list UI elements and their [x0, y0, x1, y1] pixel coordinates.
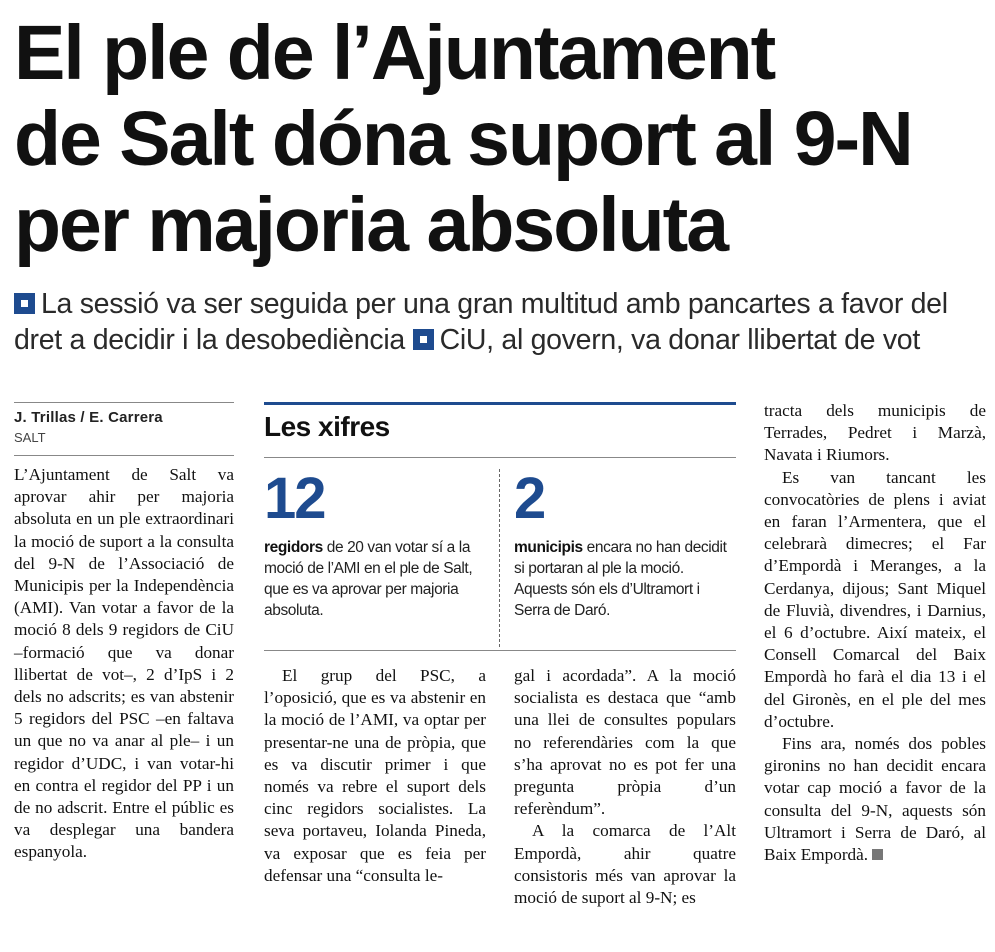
bullet-square-icon: [413, 329, 434, 350]
stat-number: 12: [264, 466, 325, 531]
stat-regidors: [264, 467, 486, 621]
subhead-part-1: La sessió va ser seguida per una gran multitud amb pancartes a favor del dret a decidir i la desobediència: [14, 288, 948, 356]
article-paragraph: El grup del PSC, a l’oposició, que es va abstenir en la moció de l’AMI, va optar per presentar-ne una de pròpia, que es va discutir primer i que només va rebre el suport dels cinc regidors socialistes. La seva portaveu, Iolanda Pineda, va exposar que es feia per defensar una “consulta le-: [264, 666, 486, 885]
stat-description: de 20 van votar sí a la moció de l’AMI en el ple de Salt, que es va aprovar per majoria absoluta.: [264, 539, 473, 619]
headline-line-3: per majoria absoluta: [14, 182, 728, 268]
article-paragraph: Es van tancant les convocatòries de plens i aviat en faran l’Armentera, que el celebrarà dimecres; el Far d’Empordà i Meranges, a la Cerdanya, dijous; Sant Miquel de Fluvià, divendres, i Darnius, el 6 d’octubre. Així mateix, el Consell Comarcal del Baix Empordà ho farà el dia 13 i el del Gironès, en el ple del mes d’octubre.: [764, 467, 986, 731]
byline-place: SALT: [14, 430, 46, 445]
infobox-divider: [264, 457, 736, 458]
article-column-1: [14, 464, 234, 864]
headline-line-2: de Salt dóna suport al 9-N: [14, 96, 912, 182]
article-paragraph: L’Ajuntament de Salt va aprovar ahir per majoria absoluta en un ple extraordinari la moció de suport a la consulta del 9-N de l’Associació de Municipis per la Independència (AMI). Van votar a favor de la moció 8 dels 9 regidors de CiU –formació que va donar llibertat de vot–, 2 d’IpS i 2 dels no adscrits; es van abstenir 5 regidors del PSC –en faltava un que no va anar al ple– i un regidor d’UDC, i van votar-hi en contra el regidor del PP i un de no adscrit. Entre el públic es va desplegar una bandera espanyola.: [14, 465, 234, 862]
stat-description: encara no han decidit si portaran al ple la moció. Aquests són els d’Ultramort i Serra de Daró.: [514, 539, 727, 619]
stat-text: [514, 537, 736, 621]
infobox-bottom-rule: [264, 650, 736, 651]
article-paragraph: A la comarca de l’Alt Empordà, ahir quatre consistoris més van aprovar la moció de suport al 9-N; es: [514, 821, 736, 908]
headline-line-1: El ple de l’Ajuntament: [14, 10, 775, 96]
subheadline: [14, 286, 989, 358]
article-paragraph: [764, 733, 986, 866]
article-column-2: [264, 665, 486, 887]
infobox-dashed-divider: [499, 469, 500, 647]
byline: [14, 402, 234, 445]
subhead-part-2: CiU, al govern, va donar llibertat de vot: [439, 324, 920, 356]
byline-author: J. Trillas / E. Carrera: [14, 409, 163, 426]
article-final-text: Fins ara, només dos pobles gironins no han decidit encara votar cap moció a favor de la consulta del 9-N, aquests són Ultramort i Serra de Daró, al Baix Empordà.: [764, 734, 986, 865]
stat-text: [264, 537, 486, 621]
stat-bold-label: regidors: [264, 539, 323, 556]
infobox-title: Les xifres: [264, 411, 390, 442]
headline: [14, 10, 989, 268]
infobox-les-xifres: [264, 402, 736, 651]
article-paragraph: tracta dels municipis de Terrades, Pedret i Marzà, Navata i Riumors.: [764, 401, 986, 465]
article-column-4: [764, 400, 986, 866]
bullet-square-icon: [14, 293, 35, 314]
article-paragraph: gal i acordada”. A la moció socialista es destaca que “amb una llei de consultes populars no referendàries com la que s’ha aprovat no es pot fer una pregunta pròpia d’un referèndum”.: [514, 666, 736, 819]
stat-bold-label: municipis: [514, 539, 583, 556]
byline-divider: [14, 455, 234, 456]
stat-number: 2: [514, 466, 545, 531]
stat-municipis: [514, 467, 736, 621]
article-column-3: [514, 665, 736, 909]
end-mark-icon: [872, 849, 883, 860]
